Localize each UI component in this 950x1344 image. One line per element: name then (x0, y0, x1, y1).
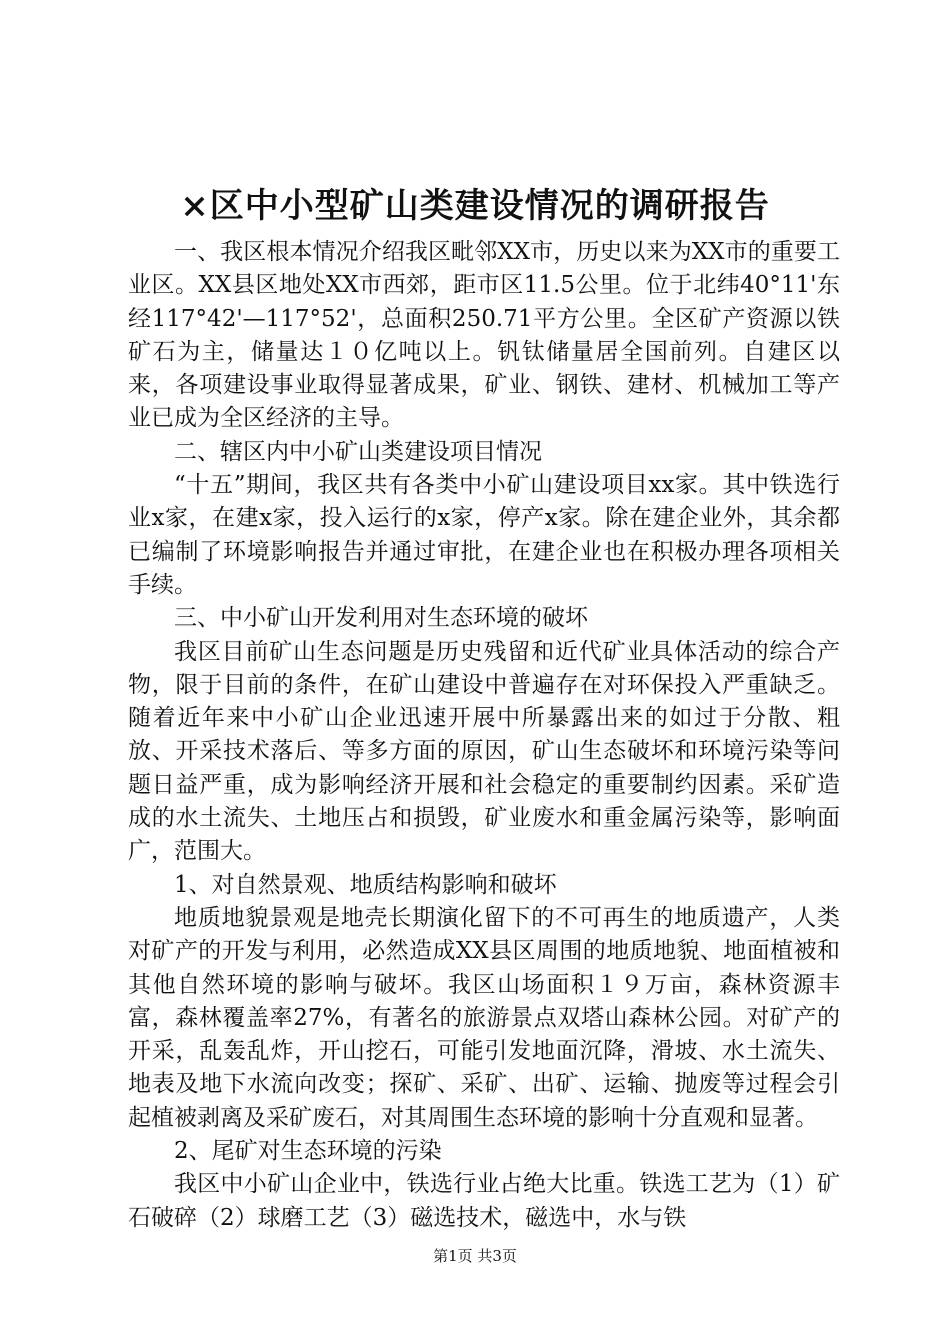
document-body (128, 236, 840, 1235)
page-title: ×区中小型矿山类建设情况的调研报告 (180, 186, 770, 226)
paragraph: 我区中小矿山企业中，铁选行业占绝大比重。铁选工艺为（1）矿石破碎（2）球磨工艺（3）磁选技术，磁选中，水与铁 (128, 1171, 840, 1231)
subsection-heading: 1、对自然景观、地质结构影响和破坏 (174, 871, 557, 898)
page-number: 第1页 共3页 (433, 1247, 517, 1265)
section-heading: 二、辖区内中小矿山类建设项目情况 (174, 438, 542, 465)
subsection-heading: 2、尾矿对生态环境的污染 (174, 1138, 442, 1165)
section-heading: 三、中小矿山开发利用对生态环境的破坏 (174, 605, 588, 632)
paragraph: 地质地貌景观是地壳长期演化留下的不可再生的地质遗产，人类对矿产的开发与利用，必然造成XX县区周围的地质地貌、地面植被和其他自然环境的影响与破坏。我区山场面积１９万亩，森林资源丰富，森林覆盖率27%，有著名的旅游景点双塔山森林公园。对矿产的开采，乱轰乱炸，开山挖石，可能引发地面沉降，滑坡、水土流失、地表及地下水流向改变；探矿、采矿、出矿、运输、抛废等过程会引起植被剥离及采矿废石，对其周围生态环境的影响十分直观和显著。 (128, 904, 840, 1131)
paragraph: 我区目前矿山生态问题是历史残留和近代矿业具体活动的综合产物，限于目前的条件，在矿山建设中普遍存在对环保投入严重缺乏。随着近年来中小矿山企业迅速开展中所暴露出来的如过于分散、粗放、开采技术落后、等多方面的原因，矿山生态破坏和环境污染等问题日益严重，成为影响经济开展和社会稳定的重要制约因素。采矿造成的水土流失、土地压占和损毁，矿业废水和重金属污染等，影响面广，范围大。 (128, 638, 840, 865)
paragraph: “十五”期间，我区共有各类中小矿山建设项目xx家。其中铁选行业x家，在建x家，投入运行的x家，停产x家。除在建企业外，其余都已编制了环境影响报告并通过审批，在建企业也在积极办理各项相关手续。 (128, 472, 840, 598)
paragraph: 一、我区根本情况介绍我区毗邻XX市，历史以来为XX市的重要工业区。XX县区地处XX市西郊，距市区11.5公里。位于北纬40°11'东经117°42'—117°52'，总面积250.71平方公里。全区矿产资源以铁矿石为主，储量达１０亿吨以上。钒钛储量居全国前列。自建区以来，各项建设事业取得显著成果，矿业、钢铁、建材、机械加工等产业已成为全区经济的主导。 (128, 239, 840, 432)
